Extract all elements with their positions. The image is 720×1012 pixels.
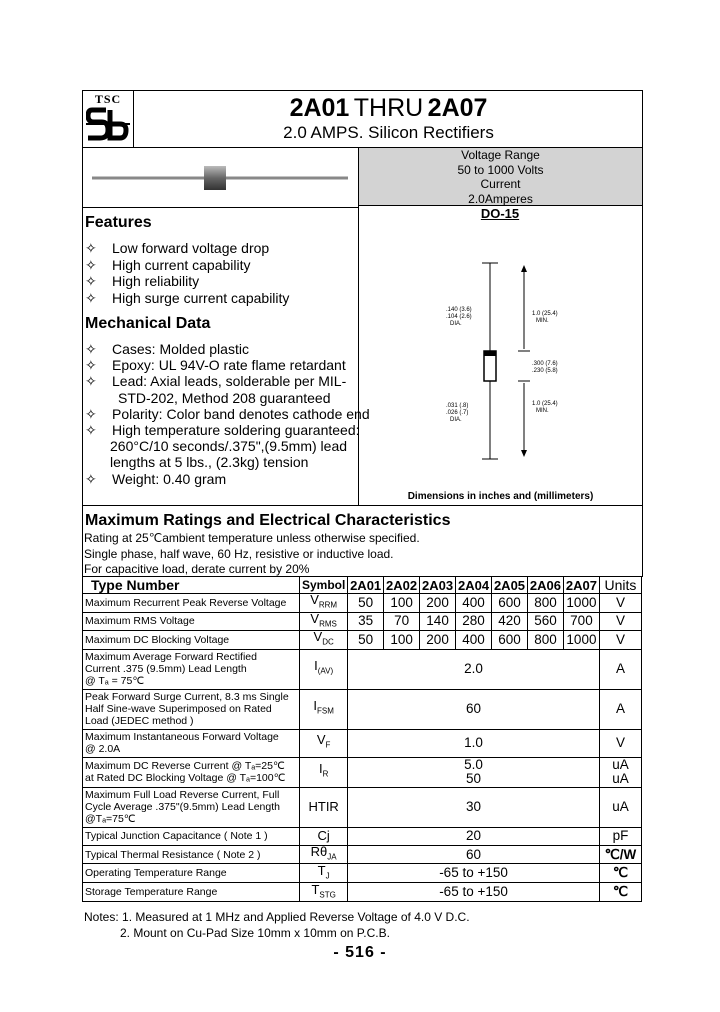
- svg-text:DIA.: DIA.: [450, 417, 462, 423]
- logo-mark-icon: [86, 106, 130, 144]
- symbol-cell: $V_{DC}$: [300, 631, 348, 650]
- logo-text: TSC: [94, 92, 122, 106]
- symbol-cell: HTIR: [300, 787, 348, 827]
- features-list: [85, 240, 289, 306]
- bullet-icon: ✧: [85, 240, 97, 256]
- list-item: ✧ High temperature soldering guaranteed:: [85, 422, 360, 439]
- bullet-icon: ✧: [85, 341, 97, 357]
- thru-text: THRU: [353, 94, 424, 122]
- package-drawing: [440, 255, 570, 465]
- bullet-icon: ✧: [85, 273, 97, 289]
- bullet-icon: ✧: [85, 373, 97, 390]
- part-end: 2A07: [427, 94, 488, 122]
- table-row: Maximum DC Reverse Current @ Tₐ=25℃ at Rated DC Blocking Voltage @ Tₐ=100℃ $I_R$ 5.0 50 uA uA: [83, 757, 642, 787]
- symbol-cell: $T_{STG}$: [300, 883, 348, 902]
- spec-current-label: Current: [480, 177, 521, 191]
- svg-text:.031 (.8): .031 (.8): [446, 403, 469, 409]
- symbol-cell: $I_{FSM}$: [300, 689, 348, 729]
- bullet-icon: ✧: [85, 470, 97, 487]
- part-header: 2A04: [456, 577, 492, 594]
- part-header: 2A03: [420, 577, 456, 594]
- svg-text:1.0 (25.4): 1.0 (25.4): [532, 311, 558, 317]
- features-heading: Features: [85, 214, 152, 231]
- part-header: 2A01: [348, 577, 384, 594]
- list-item-continued: lengths at 5 lbs., (2.3kg) tension: [110, 454, 309, 471]
- bullet-icon: ✧: [85, 422, 97, 439]
- symbol-cell: $V_{RMS}$: [300, 612, 348, 631]
- table-row: Typical Thermal Resistance ( Note 2 ) $R\theta_{JA}$ 60 ℃/W: [83, 845, 642, 864]
- svg-text:MIN.: MIN.: [536, 408, 549, 414]
- footnotes: Notes: 1. Measured at 1 MHz and Applied Reverse Voltage of 4.0 V D.C. 2. Mount on Cu-Pad Size 10mm x 10mm on P.C.B.: [84, 910, 470, 940]
- symbol-cell: $V_F$: [300, 729, 348, 757]
- symbol-header: Symbol: [300, 577, 348, 594]
- ratings-heading: Maximum Ratings and Electrical Characteristics: [85, 512, 451, 529]
- symbol-cell: $I_{(AV)}$: [300, 649, 348, 689]
- table-row: Typical Junction Capacitance ( Note 1 ) Cj 20 pF: [83, 827, 642, 845]
- ratings-notes: Rating at 25℃ambient temperature unless otherwise specified. Single phase, half wave, 60 Hz, resistive or inductive load. For capacitive load, derate current by 20%: [84, 531, 420, 576]
- part-start: 2A01: [289, 94, 350, 122]
- specs-box: [359, 148, 642, 206]
- type-number-header: Type Number: [83, 577, 300, 594]
- svg-text:.104 (2.6): .104 (2.6): [446, 314, 472, 320]
- part-header: 2A02: [384, 577, 420, 594]
- list-item-continued: 260°C/10 seconds/.375",(9.5mm) lead: [110, 438, 348, 455]
- page-title: [134, 94, 643, 123]
- table-row: Maximum Average Forward Rectified Current .375 (9.5mm) Lead Length @ Tₐ = 75℃ $I_{(AV)}$ 2.0 A: [83, 649, 642, 689]
- list-item-continued: STD-202, Method 208 guaranteed: [118, 389, 331, 406]
- ratings-table: [82, 576, 642, 902]
- table-row: Maximum DC Blocking Voltage $V_{DC}$ 50 100 200 400 600 800 1000 V: [83, 631, 642, 650]
- diode-box-divider: [82, 207, 359, 208]
- list-item: ✧ High reliability: [85, 273, 200, 289]
- mechanical-heading: Mechanical Data: [85, 315, 211, 332]
- svg-text:.026 (.7): .026 (.7): [446, 410, 469, 416]
- table-row: Maximum RMS Voltage $V_{RMS}$ 35 70 140 280 420 560 700 V: [83, 612, 642, 631]
- table-row: Operating Temperature Range $T_J$ -65 to +150 ℃: [83, 864, 642, 883]
- list-item: ✧ Polarity: Color band denotes cathode end: [85, 405, 370, 422]
- list-item: ✧ Epoxy: UL 94V-O rate flame retardant: [85, 357, 346, 374]
- table-row: Maximum Recurrent Peak Reverse Voltage $V_{RRM}$ 50 100 200 400 600 800 1000 V: [83, 594, 642, 613]
- svg-text:.230 (5.8): .230 (5.8): [532, 368, 558, 374]
- bullet-icon: ✧: [85, 405, 97, 422]
- package-name: DO-15: [480, 206, 520, 221]
- svg-text:1.0 (25.4): 1.0 (25.4): [532, 401, 558, 407]
- spec-current-value: 2.0Amperes: [468, 191, 533, 206]
- svg-text:MIN.: MIN.: [536, 318, 549, 324]
- list-item: ✧ Low forward voltage drop: [85, 240, 270, 256]
- symbol-cell: $T_J$: [300, 864, 348, 883]
- part-header: 2A05: [492, 577, 528, 594]
- page-subtitle: 2.0 AMPS. Silicon Rectifiers: [283, 123, 494, 142]
- mechanical-list: [85, 341, 370, 487]
- symbol-cell: Cj: [300, 827, 348, 845]
- diode-image: [90, 160, 350, 200]
- list-item: ✧ Weight: 0.40 gram: [85, 470, 227, 487]
- dimension-caption: Dimensions in inches and (millimeters): [407, 491, 594, 502]
- units-header: Units: [599, 577, 641, 594]
- bullet-icon: ✧: [85, 289, 97, 306]
- list-item: ✧ Cases: Molded plastic: [85, 341, 249, 357]
- symbol-cell: $R\theta_{JA}$: [300, 845, 348, 864]
- page-number: - 516 -: [333, 944, 387, 961]
- symbol-cell: $V_{RRM}$: [300, 594, 348, 613]
- table-row: Peak Forward Surge Current, 8.3 ms Single Half Sine-wave Superimposed on Rated Load (JEDEC method ) $I_{FSM}$ 60 A: [83, 689, 642, 729]
- svg-text:.140 (3.6): .140 (3.6): [446, 307, 472, 313]
- list-item: ✧ High current capability: [85, 256, 251, 273]
- spec-voltage-label: Voltage Range: [461, 148, 540, 162]
- symbol-cell: $I_R$: [300, 757, 348, 787]
- table-row: Storage Temperature Range $T_{STG}$ -65 to +150 ℃: [83, 883, 642, 902]
- part-header: 2A07: [563, 577, 599, 594]
- part-header: 2A06: [527, 577, 563, 594]
- svg-text:.300 (7.6): .300 (7.6): [532, 361, 558, 367]
- svg-text:DIA.: DIA.: [450, 321, 462, 327]
- list-item: ✧ High surge current capability: [85, 289, 290, 306]
- table-row: Maximum Full Load Reverse Current, Full Cycle Average .375"(9.5mm) Lead Length @Tₐ=75℃ HTIR 30 uA: [83, 787, 642, 827]
- bullet-icon: ✧: [85, 357, 97, 374]
- list-item: ✧ Lead: Axial leads, solderable per MIL-: [85, 373, 347, 390]
- bullet-icon: ✧: [85, 256, 97, 273]
- tsc-logo: [86, 92, 130, 146]
- table-row: Maximum Instantaneous Forward Voltage @ 2.0A $V_F$ 1.0 V: [83, 729, 642, 757]
- spec-voltage-value: 50 to 1000 Volts: [457, 162, 544, 177]
